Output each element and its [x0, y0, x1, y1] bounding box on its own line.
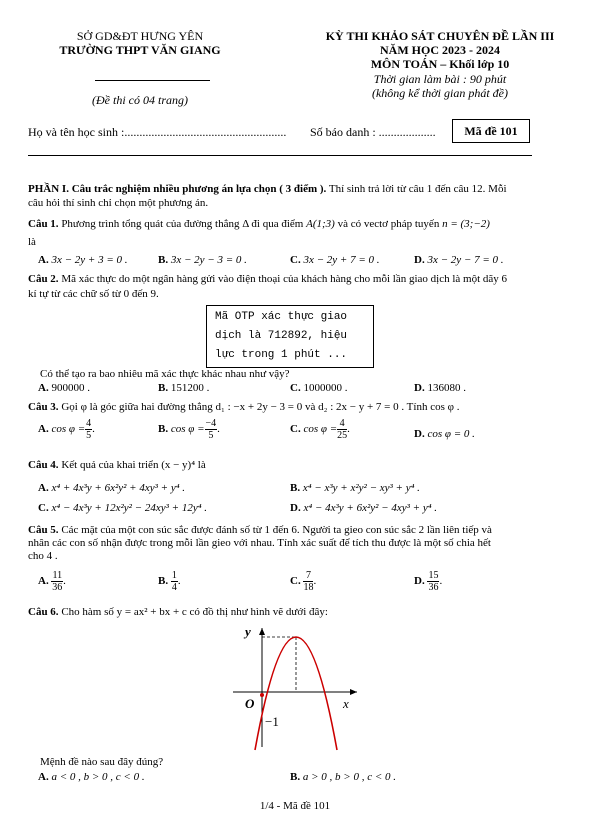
q5-option-d-fraction — [427, 570, 439, 593]
student-id-field: Số báo danh : ................... — [310, 125, 436, 139]
q3-c-numerator: 4 — [337, 418, 347, 430]
dept-name: SỞ GD&ĐT HƯNG YÊN — [76, 29, 204, 43]
question-5-text: Các mặt của một con súc sắc được đánh số từ 1 đến 6. Người ta gieo con súc sắc 2 lần liên tiếp và — [58, 524, 492, 536]
question-5-label: Câu 5. — [28, 524, 59, 536]
q5-option-d-label: D. — [414, 575, 425, 588]
q3-option-c-fraction — [337, 418, 347, 441]
q4-option-b-label: B. — [290, 482, 301, 494]
parabola-graph — [225, 622, 365, 752]
q4-option-d-label: D. — [290, 502, 301, 514]
q4-option-d-text: x⁴ − 4x³y + 6x²y² − 4xy³ + y⁴ . — [303, 502, 438, 514]
q2-option-a-text: 900000 . — [51, 382, 90, 394]
q2-option-d[interactable] — [414, 382, 466, 394]
q1-option-b-label: B. — [158, 254, 169, 266]
origin-label: O — [245, 696, 255, 711]
student-divider — [28, 155, 532, 156]
question-3-text: Gọi φ là góc giữa hai đường thẳng d₁ : −x + 2y − 3 = 0 và d₂ : 2x − y + 7 = 0 . Tính cos φ . — [58, 401, 460, 413]
q3-option-d-label: D. — [414, 428, 425, 440]
q6-option-b-label: B. — [290, 771, 301, 783]
question-1-point: A(1;3) — [306, 218, 335, 230]
q5-b-denominator: 4 — [171, 582, 177, 593]
q6-option-b-text: a > 0 , b > 0 , c < 0 . — [302, 771, 396, 783]
q2-option-a[interactable] — [38, 382, 90, 394]
question-2-question: Có thể tạo ra bao nhiêu mã xác thực khác nhau như vậy? — [40, 368, 290, 380]
q4-option-a-label: A. — [38, 482, 49, 494]
school-year: NĂM HỌC 2023 - 2024 — [380, 43, 500, 57]
q5-option-a[interactable]: A. $\frac{11}{36}$ . — [38, 570, 66, 593]
exam-title: KỲ THI KHẢO SÁT CHUYÊN ĐỀ LẦN III — [325, 29, 555, 43]
q3-option-a-fraction — [85, 418, 92, 441]
otp-line-2: dịch là 712892, hiệu — [215, 330, 348, 342]
q5-option-c-label: C. — [290, 575, 301, 588]
minus-one-label: −1 — [265, 714, 279, 729]
q3-option-c[interactable]: C. cos φ = $\frac{4}{25}$ . — [290, 418, 350, 441]
question-6-label: Câu 6. — [28, 606, 59, 618]
q5-option-b-fraction — [171, 570, 178, 593]
q3-option-a-prefix: cos φ = — [51, 423, 86, 436]
q3-option-b-fraction — [205, 418, 218, 441]
q5-option-c[interactable]: C. $\frac{7}{18}$ . — [290, 570, 317, 593]
q1-option-d-text: 3x − 2y − 7 = 0 . — [427, 254, 504, 266]
y-axis-arrow — [259, 628, 265, 635]
q5-a-denominator: 36 — [52, 582, 63, 593]
q2-option-b[interactable] — [158, 382, 209, 394]
question-1-text: Phương trình tổng quát của đường thẳng Δ đi qua điểm — [58, 218, 307, 230]
x-axis-arrow — [350, 689, 357, 695]
y-intercept-point — [260, 693, 264, 697]
q5-d-denominator: 36 — [428, 582, 439, 593]
q1-option-c[interactable] — [290, 254, 380, 266]
q2-option-d-text: 136080 . — [427, 382, 466, 394]
q3-option-d[interactable] — [414, 428, 475, 440]
q3-option-c-prefix: cos φ = — [303, 423, 338, 436]
part1-title: PHẦN I. Câu trắc nghiệm nhiều phương án lựa chọn ( 3 điểm ). — [28, 183, 327, 195]
exam-code-box: Mã đề 101 — [452, 119, 530, 143]
question-6-text: Cho hàm số y = ax² + bx + c có đồ thị như hình vẽ dưới đây: — [58, 606, 328, 618]
q5-option-b-label: B. — [158, 575, 169, 588]
q3-a-denominator: 5 — [86, 430, 92, 441]
q2-option-b-label: B. — [158, 382, 169, 394]
part1-intro-line1: Thí sinh trả lời từ câu 1 đến câu 12. Mỗi — [326, 183, 507, 195]
q3-option-c-label: C. — [290, 423, 301, 436]
q2-option-d-label: D. — [414, 382, 425, 394]
q4-option-c[interactable] — [38, 502, 207, 514]
question-6-stem — [28, 606, 328, 618]
q5-a-numerator: 11 — [52, 570, 63, 581]
question-2-text2: kí tự từ các chữ số từ 0 đến 9. — [28, 288, 159, 300]
q4-option-c-text: x⁴ − 4x³y + 12x²y² − 24xy³ + 12y⁴ . — [51, 502, 208, 514]
q1-option-b[interactable] — [158, 254, 247, 266]
q6-option-a-text: a < 0 , b > 0 , c < 0 . — [51, 771, 145, 783]
q1-option-d[interactable] — [414, 254, 504, 266]
q5-option-b[interactable]: B. $\frac{1}{4}$ . — [158, 570, 181, 593]
q3-a-numerator: 4 — [86, 418, 92, 429]
question-4-stem — [28, 459, 206, 471]
q5-c-denominator: 18 — [303, 582, 314, 593]
q6-option-a-label: A. — [38, 771, 49, 783]
page-footer: 1/4 - Mã đề 101 — [259, 800, 331, 812]
otp-line-3: lực trong 1 phút ... — [215, 349, 348, 361]
question-1-text3: là — [28, 236, 36, 248]
q2-option-b-text: 151200 . — [170, 382, 210, 394]
x-axis-label: x — [343, 696, 349, 711]
q5-option-a-label: A. — [38, 575, 49, 588]
school-name: TRƯỜNG THPT VĂN GIANG — [59, 43, 221, 57]
q1-option-a-label: A. — [38, 254, 49, 266]
q1-option-c-label: C. — [290, 254, 301, 266]
q1-option-d-label: D. — [414, 254, 425, 266]
question-4-text: Kết quả của khai triển (x − y)⁴ là — [58, 459, 206, 471]
q1-option-c-text: 3x − 2y + 7 = 0 . — [303, 254, 380, 266]
q3-option-b-prefix: cos φ = — [170, 423, 205, 436]
otp-line-1: Mã OTP xác thực giao — [215, 311, 348, 323]
q3-option-a[interactable]: A. cos φ = $\frac{4}{5}$ . — [38, 418, 95, 441]
question-6-question: Mệnh đề nào sau đây đúng? — [40, 756, 164, 768]
q2-option-c[interactable] — [290, 382, 347, 394]
q5-d-numerator: 15 — [428, 570, 439, 581]
question-2-label: Câu 2. — [28, 273, 59, 285]
question-1-stem — [28, 218, 490, 230]
q4-option-a-text: x⁴ + 4x³y + 6x²y² + 4xy³ + y⁴ . — [51, 482, 186, 494]
question-4-label: Câu 4. — [28, 459, 59, 471]
q3-option-a-label: A. — [38, 423, 49, 436]
question-5-text2: nhân các con số nhận được trong mỗi lần gieo với nhau. Tính xác suất để tích thu được là một số chia hết — [28, 537, 491, 549]
header-divider-left — [95, 80, 210, 81]
question-2-text: Mã xác thực do một ngân hàng gửi vào điện thoại của khách hàng cho mỗi lần giao dịch là một dãy 6 — [58, 273, 508, 285]
subject: MÔN TOÁN – Khối lớp 10 — [370, 57, 510, 71]
q1-option-b-text: 3x − 2y − 3 = 0 . — [170, 254, 247, 266]
q2-option-c-label: C. — [290, 382, 301, 394]
q3-option-d-text: cos φ = 0 . — [427, 428, 475, 440]
q3-b-numerator: −4 — [205, 418, 217, 429]
q4-option-c-label: C. — [38, 502, 49, 514]
y-axis-label: y — [245, 624, 251, 639]
pages-note: (Đề thi có 04 trang) — [92, 93, 188, 107]
q3-option-b[interactable]: B. cos φ = $\frac{-4}{5}$ . — [158, 418, 220, 441]
q3-c-denominator: 25 — [337, 430, 348, 441]
q4-option-d[interactable] — [290, 502, 437, 514]
q3-option-b-label: B. — [158, 423, 169, 436]
exam-time-note: (không kể thời gian phát đề) — [371, 86, 509, 100]
question-1-label: Câu 1. — [28, 218, 59, 230]
q1-option-a-text: 3x − 2y + 3 = 0 . — [51, 254, 128, 266]
q2-option-a-label: A. — [38, 382, 49, 394]
question-1-text2: và có vectơ pháp tuyến — [334, 218, 443, 230]
q2-option-c-text: 1000000 . — [303, 382, 348, 394]
student-name-field: Họ và tên học sinh :...................................................... — [28, 125, 287, 139]
q5-b-numerator: 1 — [171, 570, 177, 581]
q1-option-a[interactable] — [38, 254, 128, 266]
question-3-stem — [28, 401, 459, 413]
exam-time: Thời gian làm bài : 90 phút — [373, 72, 507, 86]
q5-option-c-fraction — [303, 570, 313, 593]
q4-option-b-text: x⁴ − x³y + x²y² − xy³ + y⁴ . — [302, 482, 420, 494]
part1-intro — [28, 183, 507, 195]
otp-message-box — [206, 305, 374, 368]
question-5-text3: cho 4 . — [28, 550, 58, 562]
part1-intro-line2: câu hỏi thí sinh chỉ chọn một phương án. — [28, 197, 209, 209]
question-5-stem — [28, 524, 492, 536]
q6-option-a[interactable] — [38, 771, 145, 783]
q4-option-a[interactable] — [38, 482, 185, 494]
question-1-vector: n = (3;−2) — [442, 218, 490, 230]
question-3-label: Câu 3. — [28, 401, 59, 413]
q5-c-numerator: 7 — [303, 570, 313, 582]
q4-option-b[interactable] — [290, 482, 420, 494]
q5-option-a-fraction — [51, 570, 63, 593]
q3-b-denominator: 5 — [208, 430, 214, 441]
question-2-stem — [28, 273, 507, 285]
q6-option-b[interactable] — [290, 771, 396, 783]
q5-option-d[interactable]: D. $\frac{15}{36}$ . — [414, 570, 443, 593]
